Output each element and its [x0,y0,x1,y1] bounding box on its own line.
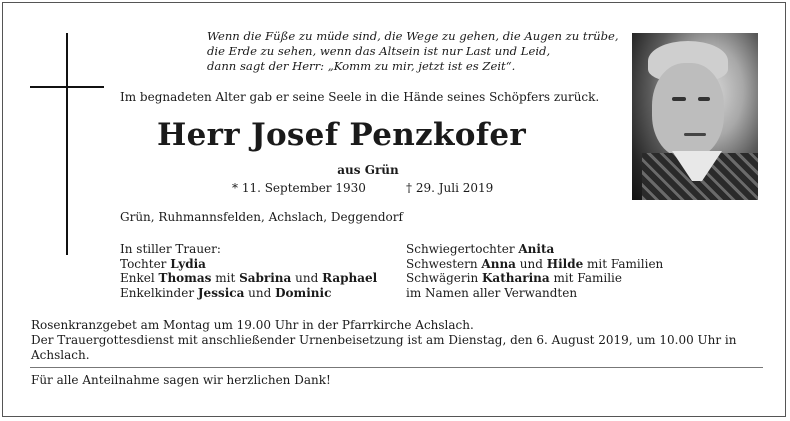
divider [30,367,763,368]
mourner-row: Schwestern Anna und Hilde mit Familien [406,256,664,271]
mourner-row: Schwägerin Katharina mit Familie [406,271,622,285]
cross-horizontal-bar [30,86,104,88]
service-line: Rosenkranzgebet am Montag um 19.00 Uhr in der Pfarrkirche Achslach. [31,318,474,332]
mourners-right [406,242,663,300]
mourner-row: im Namen aller Verwandten [406,285,578,300]
birth-date: * 11. September 1930 [232,181,366,195]
mourner-row: Enkel Thomas mit Sabrina und Raphael [120,271,378,285]
verse-block [207,29,617,74]
mourners-header: In stiller Trauer: [120,242,221,256]
places-text: Grün, Ruhmannsfelden, Achslach, Deggendorf [120,210,403,224]
service-line: Der Trauergottesdienst mit anschließender Urnenbeisetzung ist am Dienstag, den 6. August 2019, um 10.00 Uhr in Achslach. [31,333,737,362]
verse-line: dann sagt der Herr: „Komm zu mir, jetzt ist es Zeit“. [207,59,516,73]
portrait-photo [632,33,758,200]
intro-text: Im begnadeten Alter gab er seine Seele in die Hände seines Schöpfers zurück. [120,90,600,104]
mourners-left [120,242,377,300]
cross-vertical-bar [66,33,68,255]
verse-line: Wenn die Füße zu müde sind, die Wege zu gehen, die Augen zu trübe, [207,29,619,43]
verse-line: die Erde zu sehen, wenn das Altsein ist nur Last und Leid, [207,44,551,58]
mourner-row: Enkelkinder Jessica und Dominic [120,285,332,300]
deceased-name: Herr Josef Penzkofer [157,117,527,153]
death-date: † 29. Juli 2019 [406,181,494,195]
mourner-row: Schwiegertochter Anita [406,242,555,256]
origin-text: aus Grün [337,163,399,177]
thanks-text: Für alle Anteilnahme sagen wir herzlichen Dank! [31,373,331,387]
mourner-row: Tochter Lydia [120,256,206,271]
service-info [31,318,764,363]
